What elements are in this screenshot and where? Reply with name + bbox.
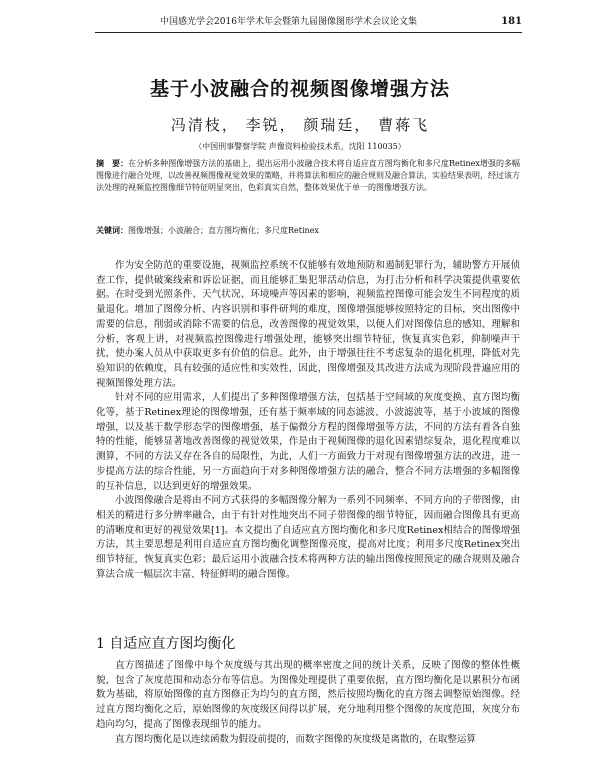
running-header xyxy=(95,14,522,30)
intro-paragraph: 作为安全防范的重要设施，视频监控系统不仅能够有效地预防和遏制犯罪行为，辅助警方开展侦查工作，提供破案线索和诉讼证据，而且能够汇集犯罪活动信息，为打击分析和科学决策提供重要依据。在时受到光照条件、天气状况、环境噪声等因素的影响，视频监控图像可能会发生不同程度的质量退化。增加了图像分析、内容识别和事件研判的难度，图像增强能够按照特定的目标，突出图像中需要的信息，削弱或消除不需要的信息，改善图像的视觉效果，以便人们对图像信息的感知、理解和分析，客观上讲，对视频监控图像进行增强处理，能够突出细节特征，恢复真实色彩，抑制噪声干扰，使办案人员从中获取更多有价值的信息。此外，由于增强往往不考虑复杂的退化机理，降低对先验知识的依赖度，具有较强的适应性和实效性，因此，图像增强及其改进方法成为现阶段普遍应用的视频图像处理方法。 xyxy=(96,260,520,389)
paper-title: 基于小波融合的视频图像增强方法 xyxy=(149,78,450,100)
abstract-text: 在分析多种图像增强方法的基础上，提出运用小波融合技术将自适应直方图均衡化和多尺度Retinex增强的多幅图像进行融合处理，以改善视频图像视觉效果的策略，并将算法和相应的融合规则及融合算法，实验结果表明，经过该方法处理的视频监控图像细节特征明显突出，色彩真实自然，整体效果优于单一的图像增强方法。 xyxy=(96,159,520,192)
section-paragraph: 直方图均衡化是以连续函数为假设前提的，而数字图像的灰度级是离散的，在取整运算 xyxy=(115,733,477,745)
abstract xyxy=(96,157,520,194)
affiliation: （中国刑事警察学院 声像资料检验技术系，沈阳 110035） xyxy=(194,142,406,151)
author-list: 冯清枝， 李锐， 颜瑞廷， 曹蒋飞 xyxy=(170,116,430,134)
keywords-text: 图像增强；小波融合；直方图均衡化；多尺度Retinex xyxy=(128,226,319,235)
intro-paragraph: 小波图像融合是将由不同方式获得的多幅图像分解为一系列不同频率、不同方向的子带图像，由相关的精进行多分辨率融合，由于有针对性地突出不同子带图像的细节特征，因而融合图像具有更高的清晰度和更好的视觉效果[1]。本文提出了自适应直方图均衡化和多尺度Retinex相结合的图像增强方法，其主要思想是利用自适应直方图均衡化调整图像亮度，提高对比度；利用多尺度Retinex突出细节特征，恢复真实色彩；最后运用小波融合技术将两种方法的输出图像按照预定的融合规则及融合算法合成一幅层次丰富、特征鲜明的融合图像。 xyxy=(96,495,520,580)
conference-name: 中国感光学会2016年学术年会暨第九届图像图形学术会议论文集 xyxy=(160,17,417,27)
introduction xyxy=(96,259,520,582)
intro-paragraph: 针对不同的应用需求，人们提出了多种图像增强方法，包括基于空间域的灰度变换、直方图均衡化等，基于Retinex理论的图像增强，还有基于频率域的同态滤波、小波滤波等，基于小波域的图像增强，以及基于数学形态学的图像增强，基于偏微分方程的图像增强等方法，不同的方法有着各自独特的性能，能够显著地改善图像的视觉效果，作是由于视频图像的退化因素错综复杂，退化程度难以测算，不同的方法又存在各自的局限性，为此，人们一方面致力于对现有图像增强方法的改进，进一步提高方法的综合性能，另一方面趋向于对多种图像增强方法的融合，整合不同方法增强的多幅图像的互补信息，以达到更好的增强效果。 xyxy=(96,392,520,492)
page-number: 181 xyxy=(501,16,522,27)
section-1-body xyxy=(96,659,520,747)
keywords-label: 关键词： xyxy=(96,225,128,235)
section-paragraph: 直方图描述了图像中每个灰度级与其出现的概率密度之间的统计关系，反映了图像的整体性概貌，包含了灰度范围和动态分布等信息。为图像处理提供了重要依据，直方图均衡化是以累积分布函数为基础，将原始图像的直方图修正为均匀的直方图，然后按照均衡化的直方图去调整原始图像。经过直方图均衡化之后，原始图像的灰度级区间得以扩展，充分地利用整个图像的灰度范围，灰度分布趋向均匀，提高了图像表现细节的能力。 xyxy=(96,660,520,730)
keywords xyxy=(96,224,520,237)
section-heading: 1 自适应直方图均衡化 xyxy=(96,636,236,652)
header-divider xyxy=(95,32,522,33)
abstract-label: 摘 要： xyxy=(96,158,129,168)
